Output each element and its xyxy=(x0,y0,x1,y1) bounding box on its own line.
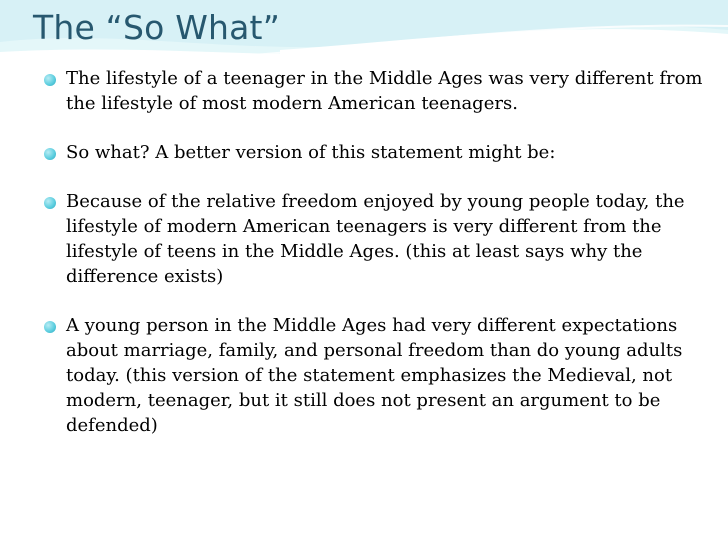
slide-title: The “So What” xyxy=(33,8,280,47)
bullet-text: The lifestyle of a teenager in the Middle Ages was very different from the lifestyle of most modern American teenagers. xyxy=(66,68,703,114)
bullet-dot-icon xyxy=(44,197,56,209)
bullet-text: Because of the relative freedom enjoyed by young people today, the lifestyle of modern American teenagers is very different from the lifestyle of teens in the Middle Ages. (this at least says why the difference exists) xyxy=(66,191,685,287)
bullet-list xyxy=(44,66,704,438)
bullet-dot-icon xyxy=(44,74,56,86)
bullet-item xyxy=(44,189,704,289)
bullet-text: A young person in the Middle Ages had very different expectations about marriage, family, and personal freedom than do young adults today. (this version of the statement emphasizes the Medieval, not modern, teenager, but it still does not present an argument to be defended) xyxy=(66,315,683,436)
bullet-dot-icon xyxy=(44,148,56,160)
bullet-dot-icon xyxy=(44,321,56,333)
bullet-text: So what? A better version of this statement might be: xyxy=(66,142,556,163)
bullet-item xyxy=(44,140,704,165)
bullet-item xyxy=(44,313,704,438)
bullet-item xyxy=(44,66,704,116)
